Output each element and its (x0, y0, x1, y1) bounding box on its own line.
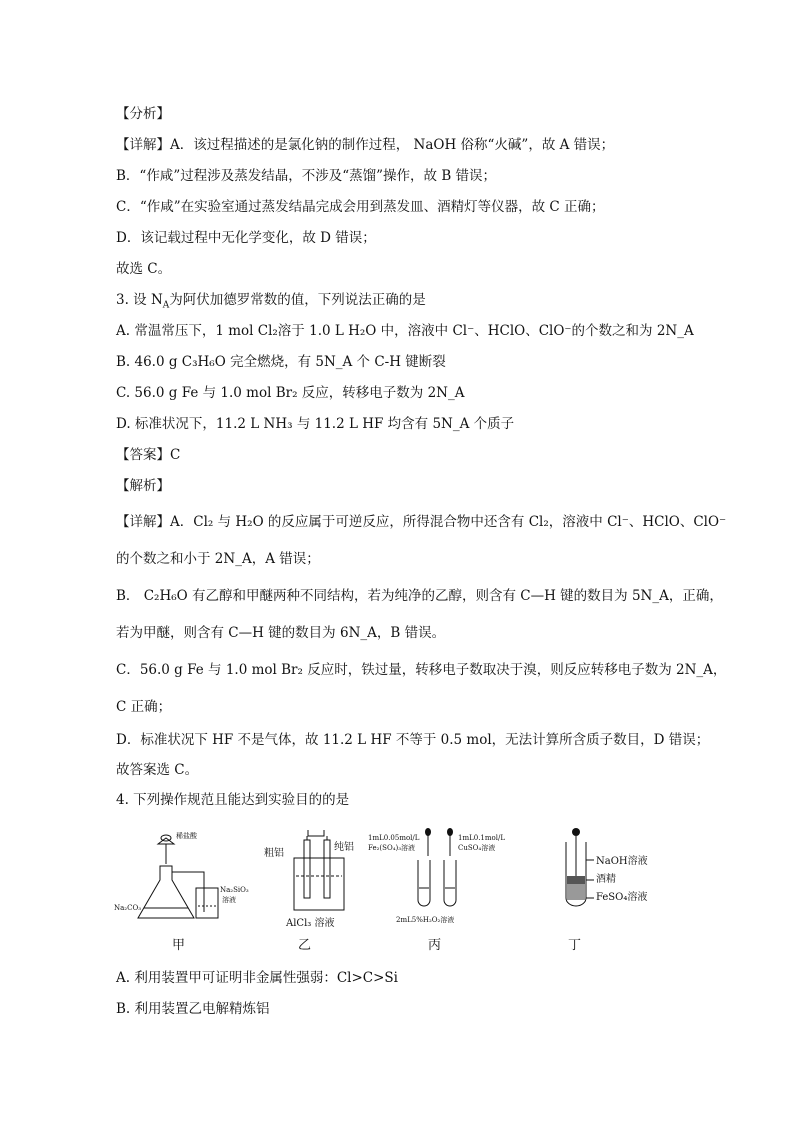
q2-detail-d: D．该记载过程中无化学变化，故 D 错误； (116, 230, 376, 246)
q3-detail-b1: B． C₂H₆O 有乙醇和甲醚两种不同结构，若为纯净的乙醇，则含有 C—H 键的数目为 5N_A，正确， (116, 588, 723, 604)
q2-detail-b: B．“作咸”过程涉及蒸发结晶，不涉及“蒸馏”操作，故 B 错误； (116, 168, 497, 184)
label-right-conc: 1mL0.1mol/L (458, 834, 505, 842)
q3-answer (116, 445, 180, 465)
figure-bing (368, 826, 516, 966)
label-ethanol: 酒精 (596, 874, 616, 885)
q3-conclusion: 故答案选 C。 (116, 762, 199, 778)
q4-stem: 4. 下列操作规范且能达到实验目的的是 (116, 792, 350, 808)
q2-conclusion: 故选 C。 (116, 261, 172, 277)
label-left-conc: 1mL0.05mol/L (368, 834, 420, 842)
q2-detail-c: C．“作咸”在实验室通过蒸发结晶完成会用到蒸发皿、酒精灯等仪器，故 C 正确； (116, 199, 605, 215)
q3-detail-a2: 的个数之和小于 2N_A，A 错误； (116, 551, 320, 567)
q3-detail-b2: 若为甲醚，则含有 C—H 键的数目为 6N_A，B 错误。 (116, 625, 446, 641)
q3-explain-heading: 【解析】 (116, 478, 170, 494)
q3-stem: 3. 设 $N_A$为阿伏加德罗常数的值，下列说法正确的是 (116, 292, 426, 311)
answer-value: C (170, 447, 181, 463)
q3-detail-c1: C．56.0 g Fe 与 1.0 mol Br₂ 反应时，铁过量，转移电子数取决于溴，则反应转移电子数为 2N_A， (116, 662, 727, 678)
figure-ding-label: 丁 (568, 938, 582, 953)
label-feso4: FeSO₄溶液 (596, 892, 648, 903)
label-alcl3: AlCl₃ 溶液 (286, 918, 335, 929)
q3-option-a: A. 常温常压下，1 mol Cl₂溶于 1.0 L H₂O 中，溶液中 Cl⁻、HClO、ClO⁻的个数之和为 2N_A (116, 323, 694, 339)
q3-detail-d: D．标准状况下 HF 不是气体，故 11.2 L HF 不等于 0.5 mol，无法计算所含质子数目，D 错误； (116, 732, 710, 748)
label-flask: Na₂CO₃ (114, 904, 142, 912)
label-right-soln: CuSO₄溶液 (458, 844, 496, 852)
figure-bing-label: 丙 (428, 938, 442, 953)
label-left-soln: Fe₂(SO₄)₃溶液 (368, 844, 416, 852)
label-tube1: Na₂SiO₃ (220, 886, 249, 894)
apparatus-yi-drawing (266, 826, 366, 936)
label-pure-al: 纯铝 (334, 842, 354, 853)
analysis-heading: 【分析】 (116, 106, 170, 122)
q4-option-b: B. 利用装置乙电解精炼铝 (116, 1001, 270, 1017)
q3-option-d: D. 标准状况下，11.2 L NH₃ 与 11.2 L HF 均含有 5N_A 个质子 (116, 416, 515, 432)
figure-ding (556, 826, 686, 966)
label-crude-al: 粗铝 (264, 848, 284, 859)
apparatus-bing-drawing (368, 826, 516, 936)
apparatus-jia-drawing (114, 826, 249, 936)
q3-option-c: C. 56.0 g Fe 与 1.0 mol Br₂ 反应，转移电子数为 2N_A (116, 385, 465, 401)
q3-detail-a1: 【详解】A．Cl₂ 与 H₂O 的反应属于可逆反应，所得混合物中还含有 Cl₂，溶液中 Cl⁻、HClO、ClO⁻ (116, 514, 727, 530)
q3-option-b: B. 46.0 g C₃H₆O 完全燃烧，有 5N_A 个 C-H 键断裂 (116, 354, 446, 370)
figure-jia (114, 826, 249, 966)
label-h2o2: 2mL5%H₂O₂溶液 (396, 916, 455, 924)
answer-heading: 【答案】 (116, 447, 170, 463)
figure-jia-label: 甲 (172, 938, 186, 953)
label-tube2: 溶液 (222, 896, 236, 904)
q2-detail-a: 【详解】A．该过程描述的是氯化钠的制作过程， NaOH 俗称“火碱”，故 A 错误； (116, 137, 615, 153)
figure-yi-label: 乙 (298, 938, 312, 953)
figure-yi (266, 826, 366, 966)
q3-detail-c2: C 正确； (116, 699, 172, 715)
q4-option-a: A. 利用装置甲可证明非金属性强弱：Cl>C>Si (116, 970, 398, 986)
label-naoh: NaOH溶液 (596, 856, 648, 867)
apparatus-ding-drawing (556, 826, 686, 936)
apparatus-figures (116, 826, 676, 966)
label-acid: 稀盐酸 (176, 832, 197, 840)
